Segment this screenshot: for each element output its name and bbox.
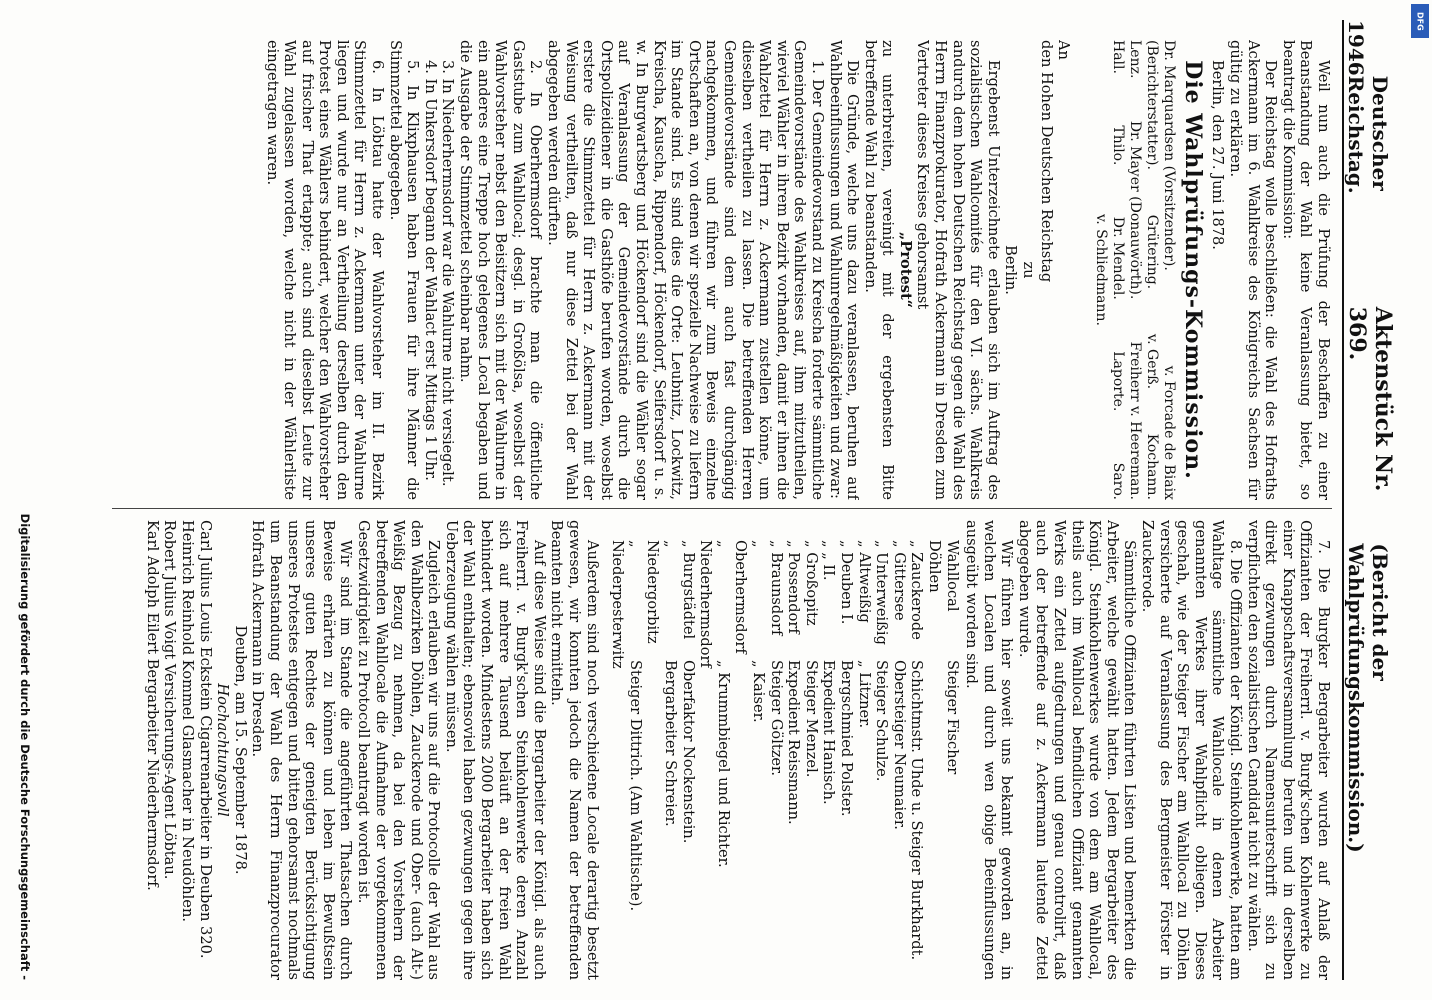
list-item: „ Deuben I. Bergschmied Polster. [837, 540, 855, 817]
signature: Freiherr v. Heereman. [1127, 341, 1144, 500]
list-item: „ Großopitz Steiger Menzel. [802, 540, 820, 778]
signature: v. Gerß. [1144, 333, 1161, 390]
paragraph: 5. In Klixphausen haben Frauen für ihre Männer die Stimmzettel abgegeben. [386, 40, 422, 500]
left-column [92, 40, 1332, 500]
paragraph: 7. Die Burgker Bergarbeiter wurden auf Anlaß der Offizianten der Freiherrl. v. Burgk'schen Kohlenwerke zu einer Knappschaftsversammlung berufen und in derselben direkt gezwungen durch Namensunterschrift sich zu verpflichten den sozialistischen Candidat nicht zu wählen. [1244, 520, 1332, 980]
signature: Laporte. [1110, 351, 1127, 412]
list-item: „ „ II. Expedient Hanisch. [820, 540, 838, 805]
page-number: 1946 [1344, 20, 1368, 76]
date-line: Berlin, den 27. Juni 1878. [1209, 60, 1227, 250]
signature: (Berichterstatter). [1144, 40, 1161, 170]
list-item: „ Braunsdorf Steiger Göltzer. [767, 540, 785, 777]
right-column [0, 520, 1332, 980]
officials-list [609, 540, 961, 980]
paragraph: 3. In Niederhermsdorf war die Wahlurne nicht versiegelt. [439, 60, 457, 487]
signer: Robert Julius Voigt Versicherungs-Agent Löbtau. [161, 520, 179, 880]
paragraph: 1. Der Gemeindevorstand zu Kreischa forderte sämmtliche Gemeindevorstände des Wahlkreises auf, ihm mitzutheilen, wieviel Wähler in ihrem Bezirk vorhanden, damit er ihnen die Wahlzettel für Herrn z. Ackermann zustellen könne, um dieselben vertheilen zu lassen. Die betreffenden Herren Gemeindevorstände sind dem auch fast durchgängig nachgekommen, und führen wir zum Beweis einzelne Ortschaften an, von denen wir spezielle Nachweise zu liefern im Stande sind. Es sind dies die Orte: Leubnitz, Lockwitz, Kreischa, Kauscha, Rippendorf, Höckendorf, Seifersdorf u. s. w. In Burgwartsberg und Höckendorf sind die Wähler sogar auf Veranlassung der Gemeindevorstände durch die Ortspolizeidiener in die Gasthöfe berufen worden, woselbst erstere die Stimmzettel für Herrn z. Ackermann mit der Weisung vertheilten, daß nur diese Zettel bei der Wahl abgegeben werden dürften. [545, 40, 826, 500]
signature: Grütering. [1144, 214, 1161, 290]
signer: Karl Adolph Eilert Bergarbeiter Niederhermsdorf. [143, 520, 161, 891]
paragraph: Auf diese Weise sind die Bergarbeiter der Königl. als auch Freiherrl. v. Burgk'schen Steinkohlenwerke deren Anzahl sich auf mehrere Tausend beläuft an der freien Wahl behindert worden. Mindestens 2000 Bergarbeiter haben sich der Wahl enthalten; ebensoviel haben gezwungen gegen ihre Ueberzeugung wählen müssen. [442, 520, 548, 980]
paragraph: 6. In Löbtau hatte der Wahlvorsteher im II. Bezirk Stimmzettel für Herrn z. Ackermann unter der Wahlurne liegen und wurde nur an Vertheilung derselben durch den Protest eines Wählers behindert, welcher den Wahlvorsteher auf frischer That ertappte; auch sind dieselbst Leute zur Wahl zugelassen worden, welche nicht in der Wählerliste eingetragen waren. [263, 40, 387, 500]
publication-title: Deutscher Reichstag. [1344, 75, 1392, 194]
signature: Saro. [1110, 462, 1127, 500]
signature: Dr. Mendel. [1110, 216, 1127, 300]
list-item: „ Oberhermsdorf „ Kaiser. [732, 540, 767, 723]
list-item: „ Niedergorbitz Bergarbeiter Schreier. [644, 540, 680, 827]
signer: Carl Julius Louis Eckstein Cigarrenarbeiter in Deuben 320. [196, 520, 214, 959]
signature: Dr. Mayer (Donauwörth). [1127, 120, 1144, 300]
paragraph: 4. In Unkersdorf begann der Wahlact erst Mittags 1 Uhr. [421, 60, 439, 481]
paragraph: Ergebenst Unterzeichnete erlauben sich im Auftrag des sozialistischen Wahlcomités für den VI. sächs. Wahlkreis andurch dem hohen Deutschen Reichstag gegen die Wahl des Herrn Finanzprokurator, Hofrath Ackermann in Dresden zum Vertreter dieses Kreises gehorsamst [914, 40, 1002, 500]
document-page [42, 0, 1432, 1000]
signer: Heinrich Reinhold Kommel Glasmacher in Neudöhlen. [179, 520, 196, 922]
paragraph: Sämmtliche Offizianten führten Listen und bemerkten die Arbeiter, welche gewählt hatten. Jedem Bergarbeiter des Königl. Steinkohlenwerkes wurde von dem am Wahllocal, theils auch im Wahllocal befindlichen Offiziant genannten Werks ein Zettel aufgedrungen und genau controlirt, daß auch der betreffende auf z. Ackermann lautende Zettel abgegeben wurde. [1015, 520, 1139, 980]
date-line: Deuben, am 15. September 1878. [231, 625, 249, 875]
protest-heading: „Protest“ [896, 231, 914, 309]
paragraph: 2. In Oberhermsdorf brachte man die öffentliche Gaststube zum Wahllocal; desgl. in Großölsa, woselbst der Wahlvorsteher nebst den Beisitzern sich mit der Wahlurne in ein anderes eine Treppe hoch gelegenes Local begaben und die Ausgabe der Stimmzettel scheinbar nahm. [457, 40, 545, 500]
digitization-credit: Digitalisierung gefördert durch die Deutsche Forschungsgemeinschaft - [18, 513, 32, 980]
signature: Dr. Marquardsen (Vorsitzender). [1161, 40, 1178, 271]
section-title: (Bericht der Wahlprüfungskommission.) [1344, 543, 1392, 853]
paragraph: Wir führen hier soweit uns bekannt geworden an, in welchen Localen und durch wen obige Beeinflussungen ausgeübt worden sind. [963, 520, 1016, 980]
address-line: Berlin. [1002, 245, 1020, 295]
column-divider [112, 508, 1332, 509]
list-item: „ Niederhermsdorf „ Krummbiegel und Richter. [697, 540, 732, 868]
list-item: „ Niederpesterwitz Steiger Dittrich. (Am Wahltische). [609, 540, 644, 912]
list-item: „ Gittersee Obersteiger Neumaier. [890, 540, 908, 830]
list-item: „ Possendorf Expedient Reissmann. [785, 540, 803, 825]
signature: v. Forcade de Biaix [1161, 365, 1178, 500]
paragraph: Die Gründe, welche uns dazu veranlassen, beruhen auf Wahlbeeinflussungen und Wahlunregelmäßigkeiten und zwar: [826, 40, 862, 500]
paragraph: zu unterbreiten, vereinigt mit der ergebensten Bitte betreffende Wahl zu beanstanden. [861, 40, 897, 500]
signature: Hall. [1110, 40, 1127, 74]
page-header [1342, 20, 1396, 980]
closing: Hochachtungsvoll [214, 683, 232, 817]
list-item: Wahllocal Döhlen Steiger Fischer [925, 540, 961, 775]
address-line: An [1055, 40, 1073, 60]
paragraph: Der Reichstag wolle beschließen: die Wahl des Hofraths Ackermann im 6. Wahlkreise des Königreichs Sachsen für gültig zu erklären. [1227, 40, 1280, 500]
commission-title: Die Wahlprüfungs-Kommission. [1179, 60, 1206, 480]
address-line: zu [1020, 261, 1038, 279]
list-item: „ Altweißig „ Litzner. [855, 540, 873, 729]
paragraph: Weil nun auch die Prüfung der Beschaffen zu einer Beanstandung der Wahl keine Veranlassung bietet, so beantragt die Kommission: [1279, 40, 1332, 500]
paragraph: Außerdem sind noch verschiedene Locale derartig besetzt gewesen, wir konnten jedoch die Namen der betreffenden Beamten nicht ermitteln. [548, 520, 601, 980]
address-line: den Hohen Deutschen Reichstag [1037, 40, 1055, 283]
paragraph: Zugleich erlauben wir uns auf die Protocolle der Wahl aus den Wahlbezirken Döhlen, Zauckerode und Ober- (auch Alt-) Weißig Bezug zu nehmen, da bei den Vorstehern der betreffenden Wahllocale die Aufnahme der vorgekommenen Gesetzwidrigkeit zu Protocoll beantragt worden ist. [354, 520, 443, 980]
dfg-logo: DFG [1411, 4, 1429, 38]
signature: v. Schliedmann. [1093, 214, 1110, 326]
list-item: „ Burgstädtel Oberfaktor Nockenstein. [679, 540, 697, 844]
paragraph: 8. Die Offizianten der Königl. Steinkohlenwerke, hatten am Wahltage sämmtliche Wahllocale in denen Arbeiter genannten Werkes ihrer Wahlpflicht obliegen. Dieses geschah, wie der Steiger Fischer am Wahllocal zu Döhlen versicherte auf Veranlassung des Bergmeister Förster in Zauckerode. [1139, 520, 1245, 980]
signature-block [1092, 40, 1177, 500]
document-number: Aktenstück Nr. 369. [1344, 306, 1396, 492]
list-item: „ Unterweißig Steiger Schulze. [873, 540, 891, 782]
signature: Thilo. [1110, 125, 1127, 166]
signature: Kochann. [1144, 433, 1161, 500]
list-item: „ Zauckerode Schichtmstr. Uhde u. Steiger Burkhardt. [908, 540, 926, 961]
paragraph: Wir sind im Stande die angeführten Thatsachen durch Beweise erhärten zu können und leben im Bewußtsein unseres guten Rechtes der geneigten Berücksichtigung unseres Protestes entgegen und bitten gehorsamst nochmals um Beanstandung der Wahl des Herrn Finanzprocurator Hofrath Ackermann in Dresden. [249, 520, 355, 980]
signature: Lenz. [1127, 40, 1144, 79]
